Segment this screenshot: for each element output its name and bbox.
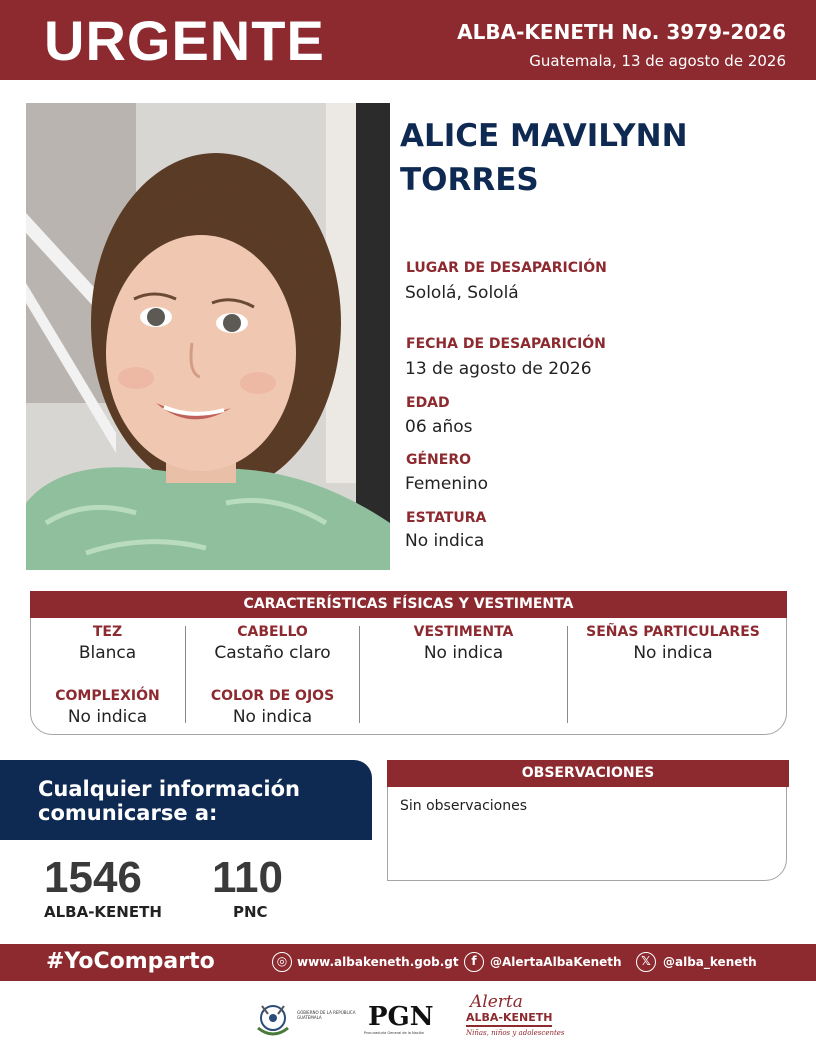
- char-label-ojos: COLOR DE OJOS: [210, 688, 335, 704]
- char-value-complexion: No indica: [67, 707, 148, 727]
- name-line-2: TORRES: [400, 162, 539, 198]
- field-value-gender: Femenino: [405, 474, 488, 494]
- phone-number-alba-keneth: 1546: [44, 853, 142, 902]
- field-value-height: No indica: [405, 531, 485, 551]
- hashtag: #YoComparto: [46, 949, 215, 974]
- missing-person-name: [400, 114, 800, 202]
- globe-icon: ◎: [272, 952, 292, 972]
- char-label-vestimenta: VESTIMENTA: [413, 624, 514, 640]
- facebook-link[interactable]: @AlertaAlbaKeneth: [490, 955, 622, 969]
- pgn-logo: PGN: [368, 1002, 434, 1032]
- place-date: Guatemala, 13 de agosto de 2026: [529, 52, 786, 70]
- alba-keneth-logo: ALBA-KENETH: [466, 1011, 552, 1027]
- contact-line-1: Cualquier información: [38, 777, 300, 801]
- char-value-vestimenta: No indica: [423, 643, 504, 663]
- phone-caption-pnc: PNC: [233, 903, 268, 921]
- gobierno-logo-text: GOBIERNO DE LA REPÚBLICA GUATEMALA: [297, 1010, 356, 1020]
- char-label-tez: TEZ: [92, 624, 123, 640]
- alba-keneth-logo-subtitle: Niñas, niños y adolescentes: [466, 1029, 565, 1037]
- field-label-age: EDAD: [406, 395, 450, 411]
- char-value-tez: Blanca: [78, 643, 137, 663]
- x-icon: 𝕏: [636, 952, 656, 972]
- field-label-place: LUGAR DE DESAPARICIÓN: [406, 260, 607, 276]
- phone-caption-alba-keneth: ALBA-KENETH: [44, 903, 162, 921]
- char-label-senas: SEÑAS PARTICULARES: [586, 624, 760, 640]
- pgn-logo-subtitle: Procuraduría General de la Nación: [364, 1031, 425, 1035]
- column-divider: [567, 626, 568, 723]
- missing-child-photo: [26, 103, 390, 570]
- char-label-complexion: COMPLEXIÓN: [55, 688, 160, 704]
- char-value-ojos: No indica: [232, 707, 313, 727]
- field-label-date: FECHA DE DESAPARICIÓN: [406, 336, 606, 352]
- alerta-logo-script: Alerta: [470, 992, 523, 1012]
- contact-text: [38, 777, 358, 825]
- column-divider: [359, 626, 360, 723]
- field-label-gender: GÉNERO: [406, 452, 472, 468]
- field-value-age: 06 años: [405, 417, 473, 437]
- char-value-senas: No indica: [633, 643, 713, 663]
- char-value-cabello: Castaño claro: [214, 643, 331, 663]
- field-value-date: 13 de agosto de 2026: [405, 359, 592, 379]
- char-label-cabello: CABELLO: [237, 624, 308, 640]
- contact-line-2: comunicarse a:: [38, 801, 218, 825]
- characteristics-heading: CARACTERÍSTICAS FÍSICAS Y VESTIMENTA: [30, 591, 787, 618]
- urgent-title: URGENTE: [44, 9, 325, 72]
- field-value-place: Sololá, Sololá: [405, 283, 519, 303]
- field-label-height: ESTATURA: [406, 510, 487, 526]
- name-line-1: ALICE MAVILYNN: [400, 118, 688, 154]
- alert-code: ALBA-KENETH No. 3979-2026: [457, 20, 786, 44]
- website-link[interactable]: www.albakeneth.gob.gt: [297, 955, 459, 969]
- phone-number-pnc: 110: [212, 853, 283, 902]
- x-link[interactable]: @alba_keneth: [663, 955, 757, 969]
- observations-text: Sin observaciones: [400, 798, 528, 814]
- coat-of-arms-icon: [252, 998, 294, 1038]
- facebook-icon: f: [464, 952, 484, 972]
- observations-heading: OBSERVACIONES: [387, 760, 789, 787]
